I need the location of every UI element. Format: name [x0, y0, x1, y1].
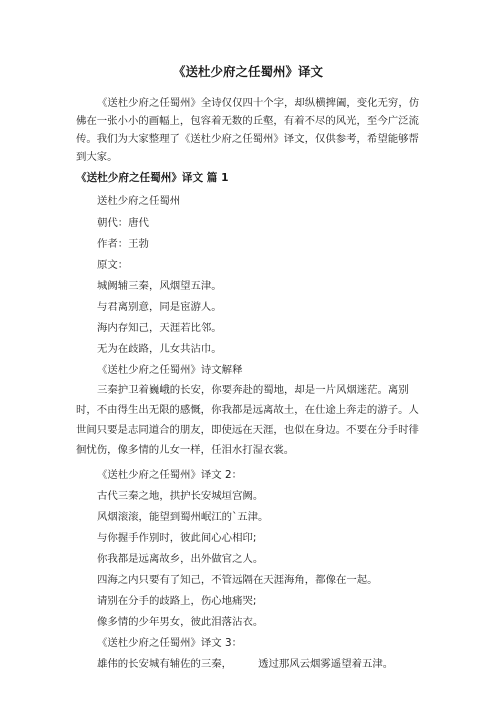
original-line: 与君离别意，同是宦游人。 — [97, 301, 222, 313]
translation2-line: 与你握手作别时，彼此间心心相印; — [97, 532, 257, 544]
translation2-line: 风烟滚滚，能望到蜀州岷江的`五津。 — [97, 511, 269, 523]
explanation-paragraph: 三秦护卫着巍峨的长安，你要奔赴的蜀地，却是一片风烟迷茫。离别时，不由得生出无限的感慨，你我都是远离故土，在仕途上奔走的游子。人世间只要是志同道合的朋友，即使远在天涯，也似在身边。不要在分手时徘徊忧伤，像多情的儿女一样，任泪水打湿衣裳。 — [76, 384, 419, 456]
translation2-line: 你我都是远离故乡，出外做官之人。 — [97, 553, 264, 565]
explanation-heading: 《送杜少府之任蜀州》诗文解释 — [97, 364, 243, 376]
intro-paragraph: 《送杜少府之任蜀州》全诗仅仅四十个字，却纵横捭阖，变化无穷，仿佛在一张小小的画幅上，包容着无数的丘壑，有着不尽的风光，至今广泛流传。我们为大家整理了《送杜少府之任蜀州》译文，仅供参考，希望能够帮到大家。 — [76, 97, 420, 163]
translation2-line: 像多情的少年男女，彼此泪落沾衣。 — [97, 616, 264, 628]
author-line: 作者：王勃 — [97, 238, 149, 250]
translation2-line: 古代三秦之地，拱护长安城垣宫阙。 — [97, 490, 264, 502]
section-heading: 《送杜少府之任蜀州》译文 篇 1 — [76, 172, 229, 184]
translation3-line-b: 透过那风云烟雾遥望着五津。 — [258, 658, 394, 670]
translation3-line-a: 雄伟的长安城有辅佐的三秦， — [97, 658, 233, 670]
original-line: 海内存知己，天涯若比邻。 — [97, 322, 222, 334]
page-title: 《送杜少府之任蜀州》译文 — [172, 64, 323, 79]
original-line: 城阙辅三秦，风烟望五津。 — [97, 280, 222, 292]
original-label: 原文： — [97, 259, 129, 271]
translation2-line: 四海之内只要有了知己，不管远隔在天涯海角，都像在一起。 — [97, 574, 378, 586]
translation3-heading: 《送杜少府之任蜀州》译文 3： — [97, 637, 242, 649]
poem-title: 送杜少府之任蜀州 — [97, 195, 181, 207]
original-line: 无为在歧路，儿女共沾巾。 — [97, 343, 222, 355]
translation2-line: 请别在分手的歧路上，伤心地痛哭; — [97, 595, 257, 607]
translation2-heading: 《送杜少府之任蜀州》译文 2： — [97, 469, 242, 481]
translation3-line — [97, 655, 393, 670]
dynasty-line: 朝代：唐代 — [97, 217, 149, 229]
